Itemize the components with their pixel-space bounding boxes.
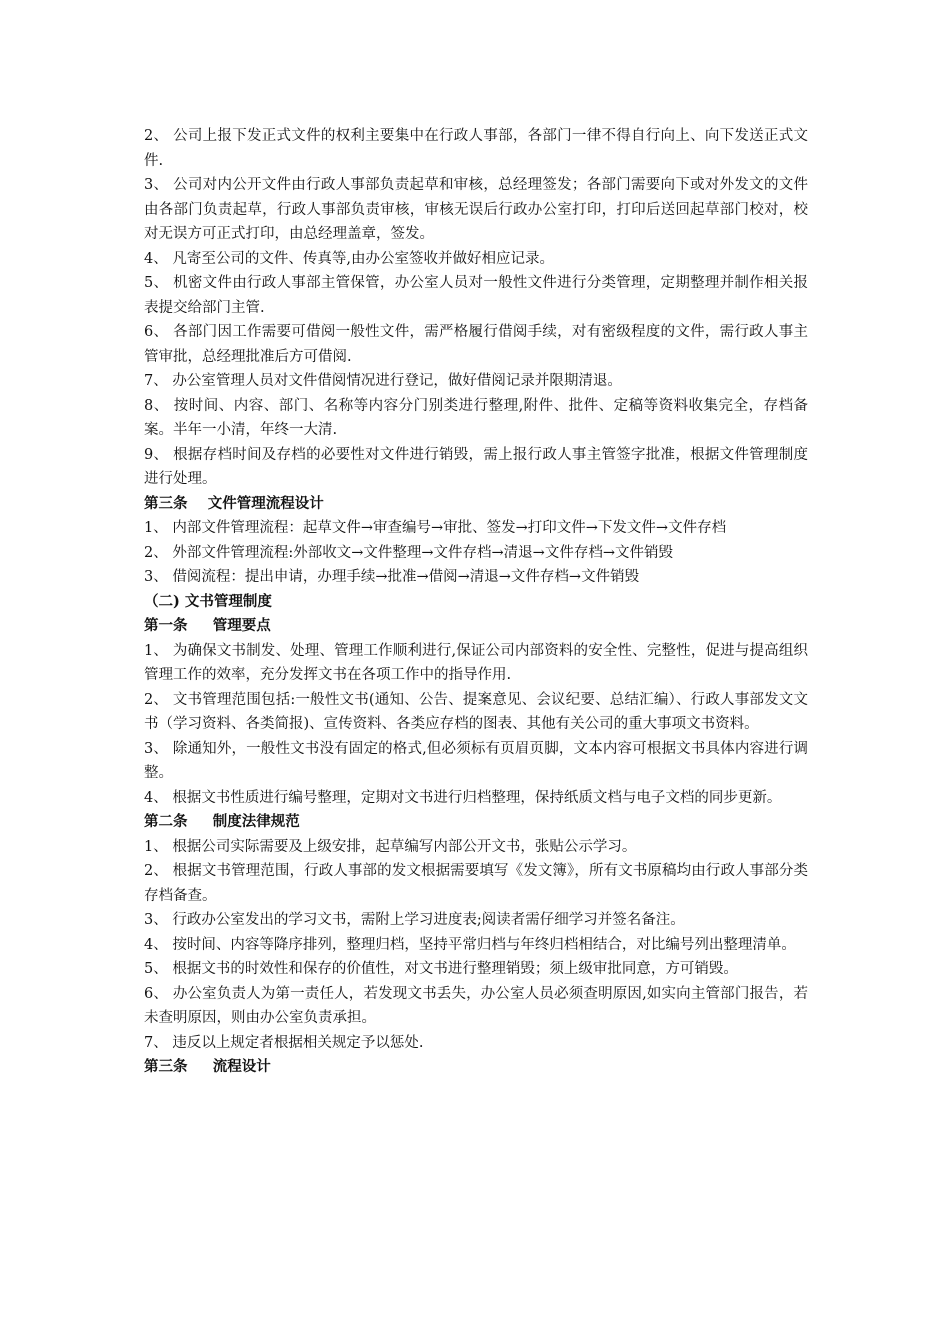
chapter-heading-document-system: （二) 文书管理制度 bbox=[144, 592, 272, 610]
clause-2: 2、 公司上报下发正式文件的权利主要集中在行政人事部，各部门一律不得自行向上、向下发送正式文件. bbox=[144, 128, 808, 169]
key-point-2: 2、 文书管理范围包括:一般性文书(通知、公告、提案意见、会议纪要、总结汇编）、行政人事部发文文书（学习资料、各类简报)、宣传资料、各类应存档的图表、其他有关公司的重大事项文书资料。 bbox=[144, 691, 808, 732]
norm-5: 5、 根据文书的时效性和保存的价值性，对文书进行整理销毁；须上级审批同意，方可销毁。 bbox=[144, 961, 738, 977]
key-point-3: 3、 除通知外，一般性文书没有固定的格式,但必须标有页眉页脚，文本内容可根据文书具体内容进行调整。 bbox=[144, 740, 808, 781]
key-point-4: 4、 根据文书性质进行编号整理，定期对文书进行归档整理，保持纸质文档与电子文档的同步更新。 bbox=[144, 789, 782, 806]
section-heading-file-process: 第三条 文件管理流程设计 bbox=[144, 494, 324, 512]
process-borrow: 3、 借阅流程：提出申请，办理手续→批准→借阅→清退→文件存档→文件销毁 bbox=[144, 569, 640, 585]
process-external: 2、 外部文件管理流程:外部收文→文件整理→文件存档→清退→文件存档→文件销毁 bbox=[144, 544, 673, 561]
section-heading-key-points: 第一条 管理要点 bbox=[144, 617, 271, 634]
clause-4: 4、 凡寄至公司的文件、传真等,由办公室签收并做好相应记录。 bbox=[144, 250, 554, 267]
norm-3: 3、 行政办公室发出的学习文书，需附上学习进度表;阅读者需仔细学习并签名备注。 bbox=[144, 912, 685, 928]
clause-9: 9、 根据存档时间及存档的必要性对文件进行销毁，需上报行政人事主管签字批准，根据文件管理制度进行处理。 bbox=[144, 446, 808, 487]
clause-8: 8、 按时间、内容、部门、名称等内容分门别类进行整理,附件、批件、定稿等资料收集完全，存档备案。半年一小清，年终一大清. bbox=[144, 397, 808, 438]
document-page bbox=[144, 124, 808, 1080]
norm-1: 1、 根据公司实际需要及上级安排，起草编写内部公开文书，张贴公示学习。 bbox=[144, 838, 637, 855]
norm-7: 7、 违反以上规定者根据相关规定予以惩处. bbox=[144, 1034, 424, 1051]
section-heading-process-design: 第三条 流程设计 bbox=[144, 1058, 271, 1075]
clause-5: 5、 机密文件由行政人事部主管保管，办公室人员对一般性文件进行分类管理，定期整理并制作相关报表提交给部门主管. bbox=[144, 275, 808, 316]
process-internal: 1、 内部文件管理流程：起草文件→审查编号→审批、签发→打印文件→下发文件→文件存档 bbox=[144, 520, 727, 536]
clause-3: 3、 公司对内公开文件由行政人事部负责起草和审核，总经理签发；各部门需要向下或对外发文的文件由各部门负责起草，行政人事部负责审核，审核无误后行政办公室打印，打印后送回起草部门校对，校对无误方可正式打印，由总经理盖章，签发。 bbox=[144, 177, 808, 242]
key-point-1: 1、 为确保文书制发、处理、管理工作顺利进行,保证公司内部资料的安全性、完整性，促进与提高组织管理工作的效率，充分发挥文书在各项工作中的指导作用. bbox=[144, 642, 808, 683]
section-heading-legal-norms: 第二条 制度法律规范 bbox=[144, 813, 300, 830]
norm-4: 4、 按时间、内容等降序排列，整理归档，坚持平常归档与年终归档相结合，对比编号列出整理清单。 bbox=[144, 936, 796, 953]
clause-6: 6、 各部门因工作需要可借阅一般性文件，需严格履行借阅手续，对有密级程度的文件，需行政人事主管审批，总经理批准后方可借阅. bbox=[144, 324, 808, 365]
clause-7: 7、 办公室管理人员对文件借阅情况进行登记，做好借阅记录并限期清退。 bbox=[144, 373, 622, 389]
norm-6: 6、 办公室负责人为第一责任人，若发现文书丢失，办公室人员必须查明原因,如实向主管部门报告，若未查明原因，则由办公室负责承担。 bbox=[144, 985, 808, 1026]
norm-2: 2、 根据文书管理范围，行政人事部的发文根据需要填写《发文簿》，所有文书原稿均由行政人事部分类存档备查。 bbox=[144, 863, 808, 904]
